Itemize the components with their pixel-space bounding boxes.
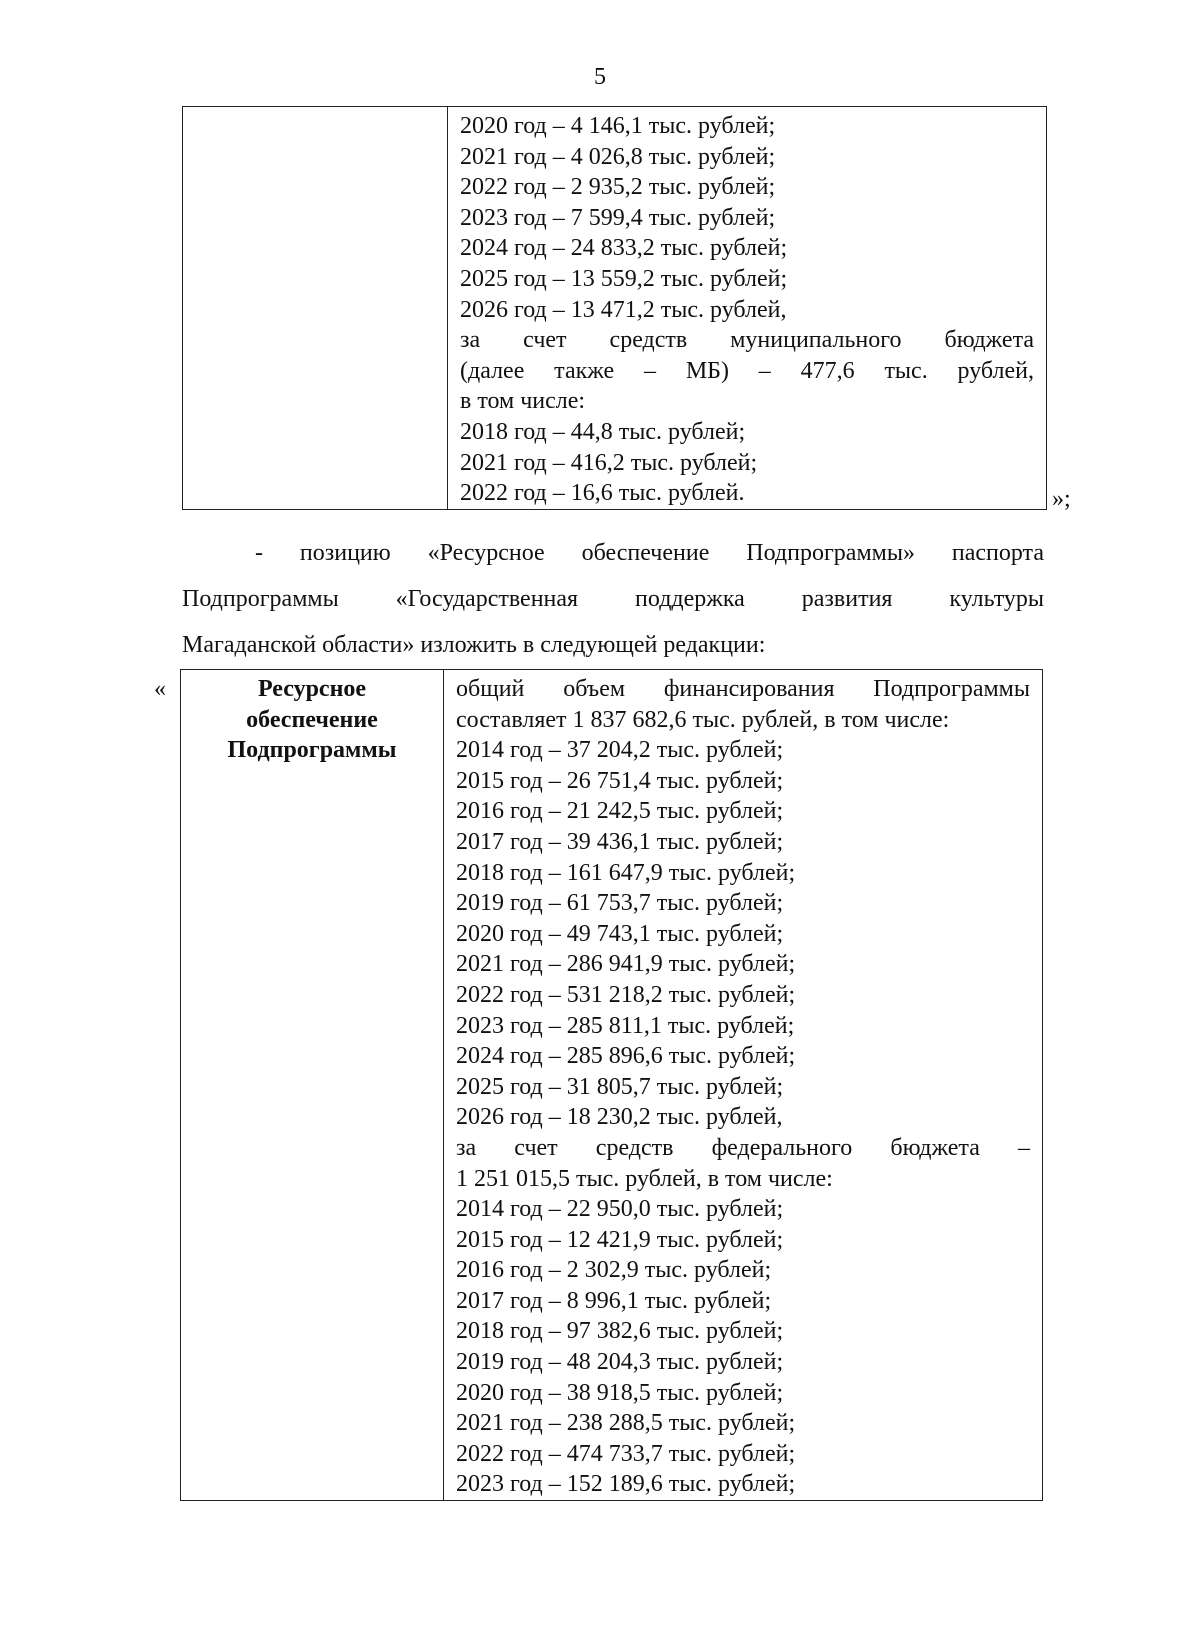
- funding-line: 2018 год – 97 382,6 тыс. рублей;: [456, 1318, 784, 1345]
- position-heading: [181, 670, 443, 766]
- funding-line: 2021 год – 416,2 тыс. рублей;: [460, 449, 758, 476]
- funding-line: 2014 год – 22 950,0 тыс. рублей;: [456, 1196, 784, 1223]
- table-row: [183, 107, 1047, 510]
- funding-line: 2021 год – 238 288,5 тыс. рублей;: [456, 1410, 796, 1437]
- paragraph-line: - позицию «Ресурсное обеспечение Подпрограммы» паспорта: [255, 540, 1044, 566]
- continued-table: [182, 106, 1047, 510]
- funding-line: 2019 год – 48 204,3 тыс. рублей;: [456, 1349, 784, 1376]
- funding-line: за счет средств федерального бюджета –: [456, 1134, 1030, 1161]
- funding-line: 2015 год – 12 421,9 тыс. рублей;: [456, 1226, 784, 1253]
- heading-line: Подпрограммы: [227, 737, 397, 764]
- funding-line: за счет средств муниципального бюджета: [460, 327, 1034, 354]
- heading-line: Ресурсное: [257, 676, 367, 702]
- funding-line: 2026 год – 18 230,2 тыс. рублей,: [456, 1104, 783, 1131]
- funding-line: 2020 год – 4 146,1 тыс. рублей;: [460, 113, 776, 139]
- funding-line: 2015 год – 26 751,4 тыс. рублей;: [456, 767, 784, 794]
- instruction-paragraph: [182, 530, 1044, 668]
- funding-line: 2023 год – 152 189,6 тыс. рублей;: [456, 1471, 796, 1498]
- funding-line: 2024 год – 285 896,6 тыс. рублей;: [456, 1043, 796, 1070]
- table-cell-right: [444, 670, 1043, 1501]
- funding-line: 2024 год – 24 833,2 тыс. рублей;: [460, 235, 788, 262]
- heading-line: обеспечение: [246, 706, 378, 733]
- closing-quote: »;: [1052, 486, 1071, 512]
- funding-line: 2020 год – 49 743,1 тыс. рублей;: [456, 920, 784, 947]
- funding-line: 1 251 015,5 тыс. рублей, в том числе:: [456, 1165, 833, 1192]
- funding-line: 2023 год – 7 599,4 тыс. рублей;: [460, 204, 776, 231]
- resource-table: [180, 669, 1043, 1501]
- funding-line: 2022 год – 474 733,7 тыс. рублей;: [456, 1440, 796, 1467]
- funding-line: 2019 год – 61 753,7 тыс. рублей;: [456, 890, 784, 917]
- funding-line: 2016 год – 2 302,9 тыс. рублей;: [456, 1257, 772, 1284]
- funding-line: 2021 год – 286 941,9 тыс. рублей;: [456, 951, 796, 978]
- paragraph-line: Подпрограммы «Государственная поддержка развития культуры: [182, 586, 1044, 612]
- funding-line: 2025 год – 13 559,2 тыс. рублей;: [460, 265, 788, 292]
- paragraph-line: Магаданской области» изложить в следующей редакции:: [182, 632, 766, 658]
- funding-line: 2022 год – 16,6 тыс. рублей.: [460, 480, 745, 507]
- funding-line: 2025 год – 31 805,7 тыс. рублей;: [456, 1073, 784, 1100]
- funding-line: 2016 год – 21 242,5 тыс. рублей;: [456, 798, 784, 825]
- funding-line: 2020 год – 38 918,5 тыс. рублей;: [456, 1379, 784, 1406]
- funding-line: (далее также – МБ) – 477,6 тыс. рублей,: [460, 357, 1034, 384]
- funding-line: 2023 год – 285 811,1 тыс. рублей;: [456, 1012, 795, 1039]
- funding-lines: [448, 107, 1046, 509]
- funding-line: составляет 1 837 682,6 тыс. рублей, в том числе:: [456, 706, 950, 733]
- funding-line: 2026 год – 13 471,2 тыс. рублей,: [460, 296, 787, 323]
- funding-line: общий объем финансирования Подпрограммы: [456, 676, 1030, 702]
- page-number: 5: [594, 64, 606, 90]
- funding-line: 2014 год – 37 204,2 тыс. рублей;: [456, 737, 784, 764]
- funding-line: 2021 год – 4 026,8 тыс. рублей;: [460, 143, 776, 170]
- funding-line: 2017 год – 8 996,1 тыс. рублей;: [456, 1287, 772, 1314]
- table-cell-left: [183, 107, 448, 510]
- opening-quote: «: [154, 676, 166, 702]
- table-row: [181, 670, 1043, 1501]
- funding-line: 2018 год – 44,8 тыс. рублей;: [460, 418, 746, 445]
- funding-lines: [444, 670, 1042, 1500]
- table-cell-left: [181, 670, 444, 1501]
- funding-line: в том числе:: [460, 388, 586, 415]
- table-cell-right: [448, 107, 1047, 510]
- funding-line: 2022 год – 2 935,2 тыс. рублей;: [460, 174, 776, 201]
- funding-line: 2018 год – 161 647,9 тыс. рублей;: [456, 859, 796, 886]
- funding-line: 2017 год – 39 436,1 тыс. рублей;: [456, 828, 784, 855]
- funding-line: 2022 год – 531 218,2 тыс. рублей;: [456, 981, 796, 1008]
